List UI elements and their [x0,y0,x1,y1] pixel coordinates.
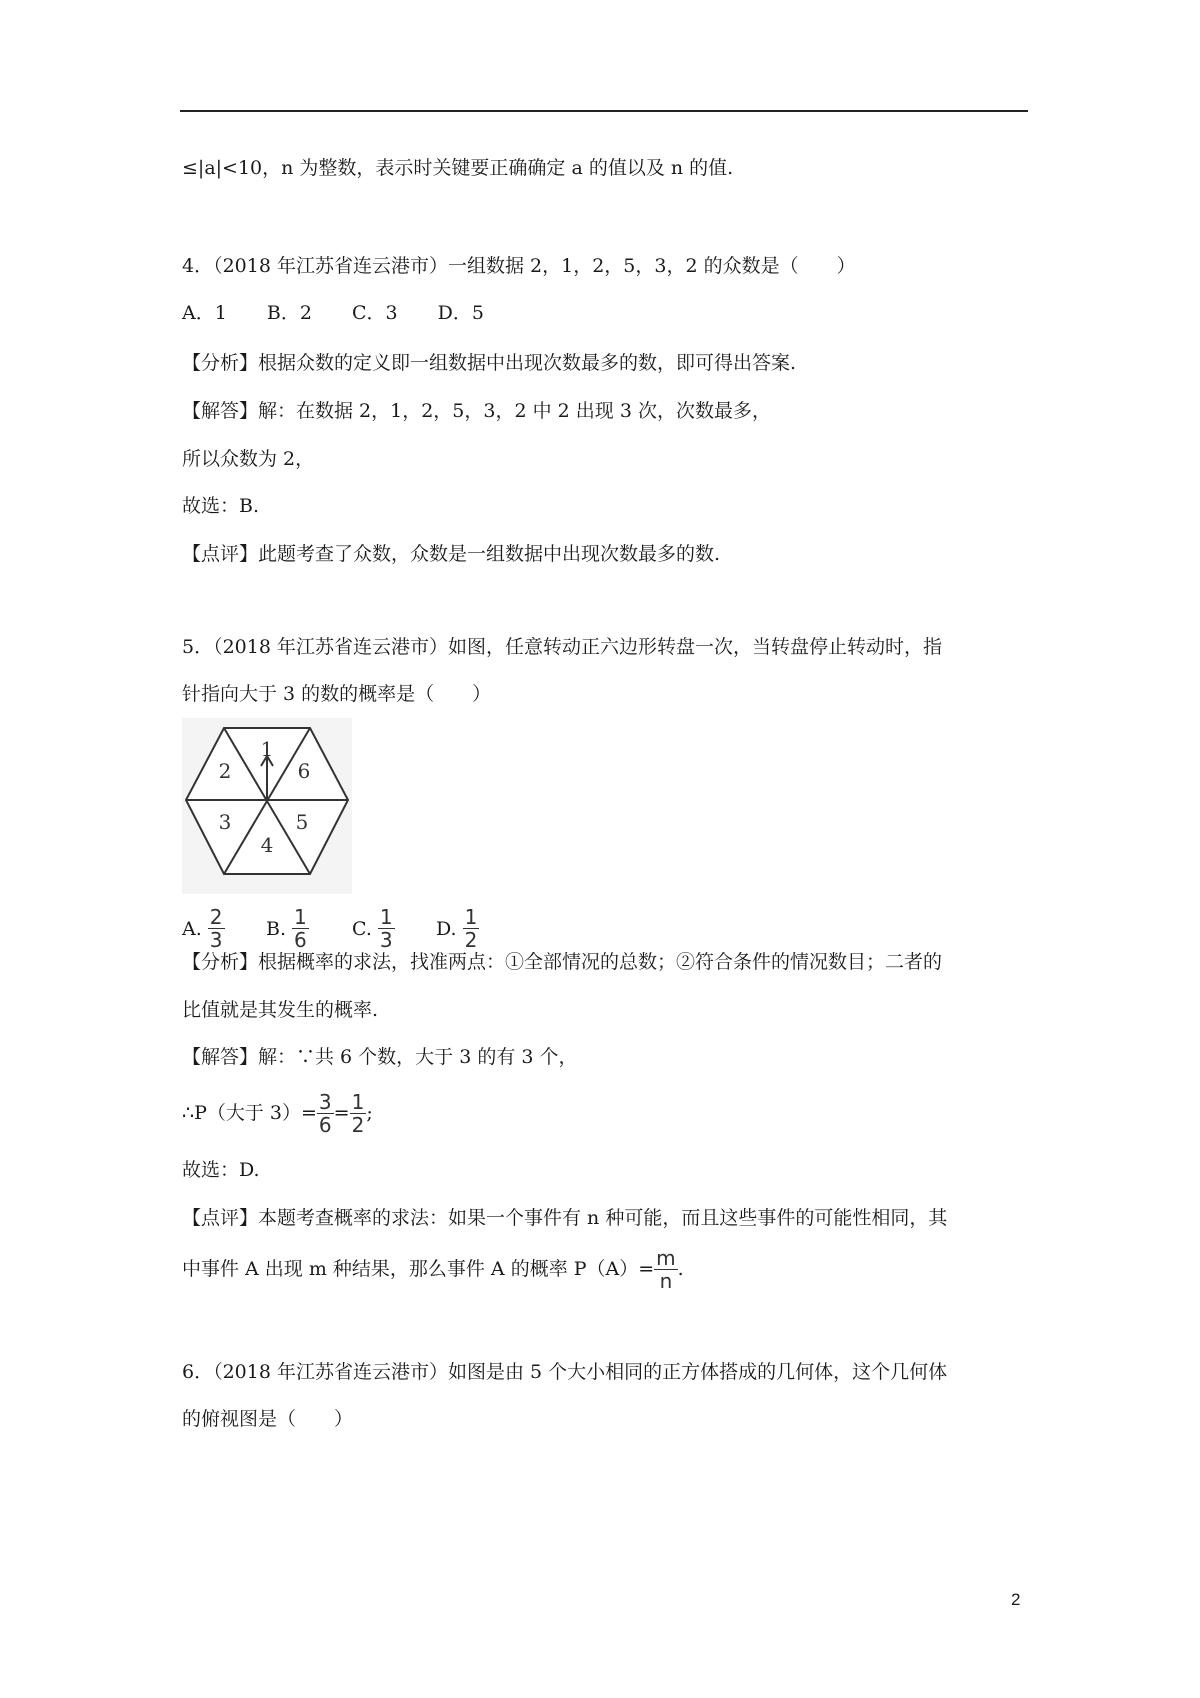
q4-options [182,300,518,326]
q4-comment: 【点评】此题考查了众数，众数是一组数据中出现次数最多的数. [182,543,721,565]
q5-analysis-line1: 【分析】根据概率的求法，找准两点：①全部情况的总数；②符合条件的情况数目；二者的 [182,951,943,973]
fraction-denominator: n [659,1268,673,1293]
q5-option-c [352,906,395,951]
fraction-denominator: 6 [294,928,307,952]
q5-choice: 故选：D. [182,1159,260,1181]
q4-answer: 【解答】解：在数据 2，1，2，5，3，2 中 2 出现 3 次，次数最多， [182,400,771,422]
q5-probability-line [182,1088,373,1137]
period: . [677,1258,684,1280]
fraction-numerator: 1 [294,905,307,929]
equals-sign: = [333,1102,350,1124]
hexagon-spinner-figure [182,718,352,894]
sector-label-3: 3 [218,810,232,834]
fraction [378,906,395,951]
fraction [292,906,309,951]
prob-prefix: ∴P（大于 3）= [182,1102,317,1124]
fraction-numerator: 2 [209,905,223,929]
q4-option-c: C．3 [351,302,398,324]
fraction-m-n [654,1247,677,1292]
fraction [208,906,225,951]
comment-prefix: 中事件 A 出现 m 种结果，那么事件 A 的概率 P（A）= [182,1258,655,1280]
option-label: A. [182,917,202,940]
q4-option-d: D．5 [437,302,484,324]
sector-label-5: 5 [295,810,309,834]
sector-label-6: 6 [297,759,311,783]
q5-comment-line1: 【点评】本题考查概率的求法：如果一个事件有 n 种可能，而且这些事件的可能性相同，其 [182,1207,948,1229]
header-rule [180,110,1028,112]
fraction-3-6 [317,1091,334,1136]
fraction-1-2 [350,1091,367,1136]
question-6-line1: 6．（2018 年江苏省连云港市）如图是由 5 个大小相同的正方体搭成的几何体，这个几何体 [182,1361,948,1383]
q4-analysis: 【分析】根据众数的定义即一组数据中出现次数最多的数，即可得出答案. [182,352,797,374]
option-label: C. [352,917,372,940]
option-label: B. [266,917,287,940]
q5-option-d [436,906,479,951]
sector-label-4: 4 [260,833,274,857]
option-label: D. [436,917,457,940]
q5-analysis-line2: 比值就是其发生的概率. [182,999,379,1021]
sector-label-1: 1 [260,737,274,761]
fraction-numerator: 3 [318,1089,332,1114]
q4-option-a: A．1 [182,302,227,324]
q5-answer: 【解答】解：∵共 6 个数，大于 3 的有 3 个， [182,1046,578,1068]
q4-option-b: B．2 [266,302,312,324]
question-5-line1: 5．（2018 年江苏省连云港市）如图，任意转动正六边形转盘一次，当转盘停止转动时，指 [182,636,942,658]
fraction-denominator: 3 [379,928,393,952]
page-number: 2 [1011,1590,1021,1609]
fraction [463,906,480,951]
semicolon: ; [366,1102,373,1124]
q4-choice: 故选：B. [182,495,260,517]
q5-option-a [182,906,225,951]
sector-label-2: 2 [218,759,232,783]
fraction-denominator: 2 [464,928,478,952]
fraction-numerator: 1 [464,905,478,929]
q5-comment-line2 [182,1244,684,1293]
fraction-numerator: 1 [351,1089,365,1114]
fraction-numerator: 1 [379,905,393,929]
fraction-denominator: 6 [318,1112,332,1137]
question-4: 4．（2018 年江苏省连云港市）一组数据 2，1，2，5，3，2 的众数是（ ） [182,255,856,277]
fraction-numerator: m [656,1245,676,1270]
text-line: ≤|a|<10，n 为整数，表示时关键要正确确定 a 的值以及 n 的值. [182,157,734,179]
q4-answer-cont: 所以众数为 2， [182,448,315,470]
question-6-line2: 的俯视图是（ ） [182,1408,354,1430]
fraction-denominator: 2 [351,1112,365,1137]
question-5-line2: 针指向大于 3 的数的概率是（ ） [182,683,492,705]
q5-option-b [266,906,309,951]
fraction-denominator: 3 [209,928,223,952]
